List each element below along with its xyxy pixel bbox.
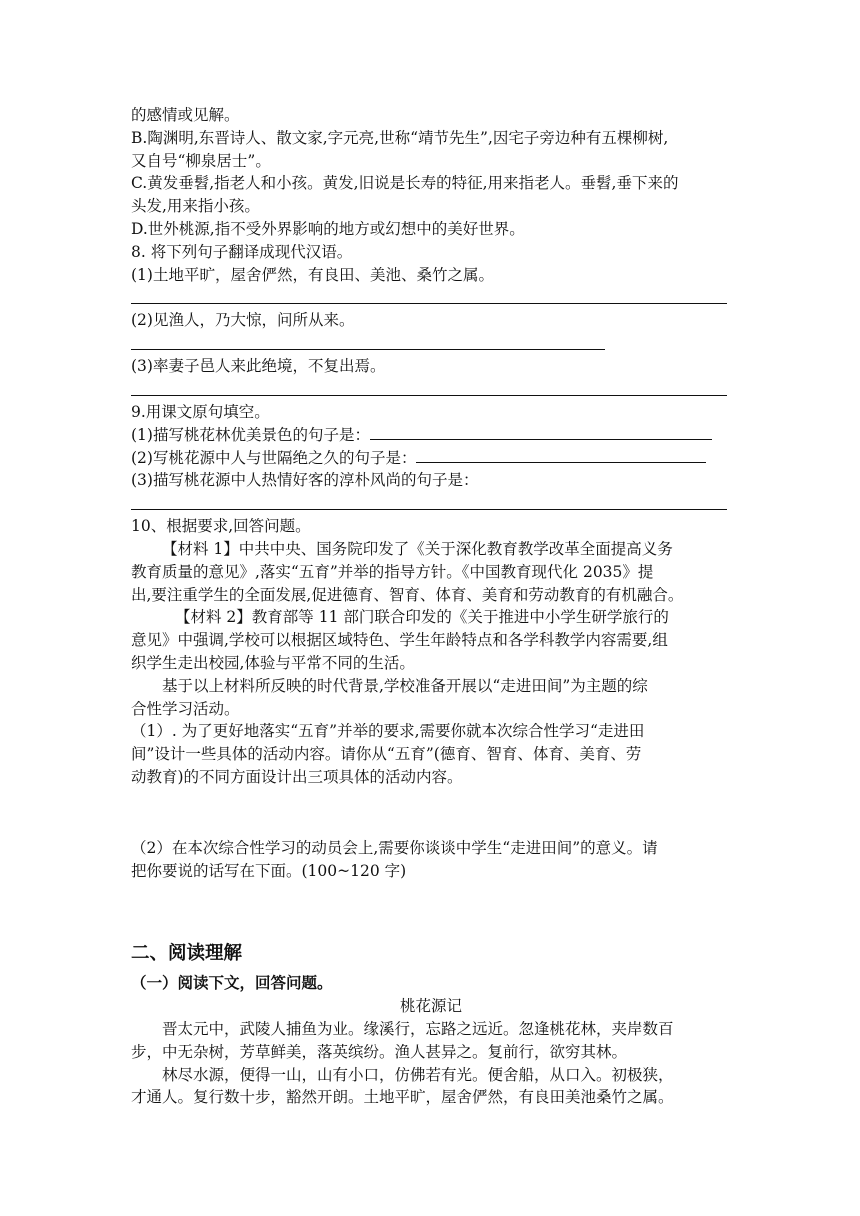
q10-material-2-line1: 【材料 2】教育部等 11 部门联合印发的《关于推进中小学生研学旅行的 bbox=[175, 608, 669, 627]
article-paragraph-1-line1: 晋太元中，武陵人捕鱼为业。缘溪行，忘路之远近。忽逢桃花林，夹岸数百 bbox=[162, 1019, 674, 1038]
section-2-heading: 二、阅读理解 bbox=[131, 943, 243, 965]
q10-material-1-line3: 出,要注重学生的全面发展,促进德育、智育、体育、美育和劳动教育的有机融合。 bbox=[131, 585, 684, 604]
q10-title: 10、根据要求,回答问题。 bbox=[131, 517, 311, 536]
q10-part-1-line2: 间”设计一些具体的活动内容。请你从“五育”(德育、智育、体育、美育、劳 bbox=[131, 745, 642, 764]
q10-material-1-line1: 【材料 1】中共中央、国务院印发了《关于深化教育教学改革全面提高义务 bbox=[162, 539, 673, 558]
q10-background-line1: 基于以上材料所反映的时代背景,学校准备开展以“走进田间”为主题的综 bbox=[162, 676, 648, 695]
q9-item-3: (3)描写桃花源中人热情好客的淳朴风尚的句子是： bbox=[131, 471, 479, 490]
q10-part-2-answer-space[interactable] bbox=[131, 882, 731, 932]
q8-answer-line-2[interactable] bbox=[131, 332, 605, 350]
q7-option-c-line1: C.黄发垂髫,指老人和小孩。黄发,旧说是长寿的特征,用来指老人。垂髫,垂下来的 bbox=[131, 174, 679, 193]
q7-option-c-line2: 头发,用来指小孩。 bbox=[131, 197, 260, 216]
q10-material-2-line2: 意见》中强调,学校可以根据区域特色、学生年龄特点和各学科教学内容需要,组 bbox=[131, 631, 668, 650]
q10-background-line2: 合性学习活动。 bbox=[131, 699, 240, 718]
q10-part-1-answer-space[interactable] bbox=[131, 789, 731, 837]
q10-material-2-line3: 织学生走出校园,体验与平常不同的生活。 bbox=[131, 653, 415, 672]
q7-option-d: D.世外桃源,指不受外界影响的地方或幻想中的美好世界。 bbox=[131, 219, 525, 238]
q9-item-1 bbox=[131, 424, 731, 447]
q9-title: 9.用课文原句填空。 bbox=[131, 402, 270, 421]
q10-part-2-line1: （2）在本次综合性学习的动员会上,需要你谈谈中学生“走进田间”的意义。请 bbox=[131, 838, 658, 857]
q8-answer-line-3[interactable] bbox=[131, 378, 727, 396]
section-2-subheading: （一）阅读下文，回答问题。 bbox=[131, 973, 333, 993]
q7-line-0: 的感情或见解。 bbox=[131, 106, 240, 124]
q9-item-2 bbox=[131, 447, 731, 470]
article-paragraph-2-line1: 林尽水源，便得一山，山有小口，仿佛若有光。便舍船，从口入。初极狭， bbox=[162, 1065, 674, 1084]
q10-part-1-line3: 动教育)的不同方面设计出三项具体的活动内容。 bbox=[131, 767, 463, 786]
q7-option-b-line2: 又自号“柳泉居士”。 bbox=[131, 151, 271, 170]
q8-sentence-2: (2)见渔人，乃大惊，问所从来。 bbox=[131, 311, 355, 330]
q9-answer-blank-2[interactable] bbox=[416, 447, 706, 463]
article-paragraph-1-line2: 步，中无杂树，芳草鲜美，落英缤纷。渔人甚异之。复前行，欲穷其林。 bbox=[131, 1042, 628, 1061]
document-page bbox=[131, 104, 731, 1109]
q10-material-1-line2: 教育质量的意见》,落实“五育”并举的指导方针。《中国教育现代化 2035》提 bbox=[131, 562, 654, 581]
q10-part-2-line2: 把你要说的话写在下面。(100~120 字) bbox=[131, 861, 407, 880]
q8-title: 8. 将下列句子翻译成现代汉语。 bbox=[131, 242, 353, 261]
article-paragraph-2-line2: 才通人。复行数十步，豁然开朗。土地平旷，屋舍俨然，有良田美池桑竹之属。 bbox=[131, 1088, 674, 1107]
q9-answer-blank-1[interactable] bbox=[370, 424, 712, 440]
q10-part-1-line1: （1）. 为了更好地落实“五育”并举的要求,需要你就本次综合性学习“走进田 bbox=[131, 722, 645, 741]
q7-option-b-line1: B.陶渊明,东晋诗人、散文家,字元亮,世称“靖节先生”,因宅子旁边种有五棵柳树, bbox=[131, 128, 669, 147]
q8-sentence-3: (3)率妻子邑人来此绝境，不复出焉。 bbox=[131, 357, 386, 376]
q9-item-2-text: (2)写桃花源中人与世隔绝之久的句子是： bbox=[131, 448, 417, 467]
q9-item-1-text: (1)描写桃花林优美景色的句子是： bbox=[131, 425, 370, 444]
q9-answer-line-3[interactable] bbox=[131, 492, 727, 510]
article-title: 桃花源记 bbox=[399, 997, 462, 1016]
q8-sentence-1: (1)土地平旷，屋舍俨然，有良田、美池、桑竹之属。 bbox=[131, 265, 494, 284]
q8-answer-line-1[interactable] bbox=[131, 286, 727, 304]
